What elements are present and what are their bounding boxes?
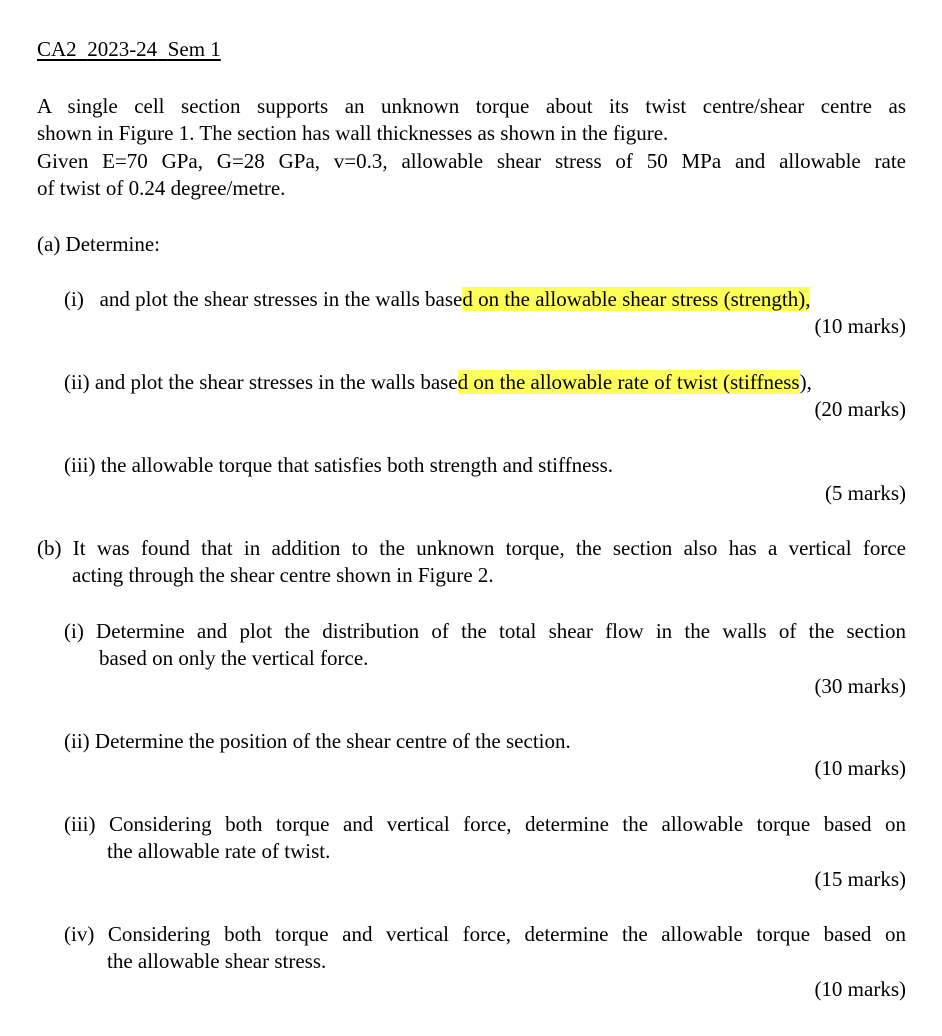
intro-line-3: Given E=70 GPa, G=28 GPa, v=0.3, allowable shear stress of 50 MPa and allowable rate [37, 149, 906, 173]
course-code: CA2 [37, 37, 77, 61]
part-b-item-iv-line-1: (iv) Considering both torque and vertical force, determine the allowable torque based on [64, 922, 906, 946]
part-b-item-iv-marks: (10 marks) [814, 977, 906, 1001]
item-text: the allowable torque that satisfies both strength and stiffness. [100, 453, 614, 477]
part-b-item-ii-marks: (10 marks) [814, 756, 906, 780]
part-a-heading: (a) Determine: [37, 232, 161, 256]
part-b-item-i-marks: (30 marks) [814, 674, 906, 698]
highlighted-text: d on the allowable rate of twist (stiffness [457, 370, 800, 394]
part-b-item-iii-marks: (15 marks) [814, 867, 906, 891]
part-a-item-ii-marks: (20 marks) [814, 397, 906, 421]
academic-year: 2023-24 [87, 37, 158, 61]
item-text: and plot the shear stresses in the walls base [94, 370, 458, 394]
semester: Sem 1 [167, 37, 221, 61]
part-a-item-i [64, 286, 810, 313]
part-b-line-1: (b) It was found that in addition to the unknown torque, the section also has a vertical force [37, 536, 906, 560]
intro-line-2: shown in Figure 1. The section has wall thicknesses as shown in the figure. [37, 121, 669, 145]
item-number: (i) [64, 287, 84, 311]
document-title [37, 36, 221, 63]
part-b-item-iii-line-2: the allowable rate of twist. [107, 839, 331, 863]
part-b-item-iv-line-2: the allowable shear stress. [107, 949, 327, 973]
part-a-item-ii: (ii) and plot the shear stresses in the walls based on the allowable rate of twist (stiffness), [64, 370, 812, 394]
item-number: (ii) [64, 370, 90, 394]
item-number: (iii) [64, 453, 96, 477]
part-b-item-i-line-1: (i) Determine and plot the distribution of the total shear flow in the walls of the section [64, 619, 906, 643]
highlighted-text: d on the allowable shear stress (strength), [462, 287, 811, 311]
part-b-item-iii-line-1: (iii) Considering both torque and vertical force, determine the allowable torque based on [64, 812, 906, 836]
intro-line-4: of twist of 0.24 degree/metre. [37, 176, 286, 200]
part-a-item-iii-marks: (5 marks) [824, 481, 906, 505]
part-b-item-i-line-2: based on only the vertical force. [99, 646, 369, 670]
part-a-item-i-marks: (10 marks) [814, 314, 906, 338]
intro-line-1: A single cell section supports an unknown torque about its twist centre/shear centre as [37, 94, 906, 118]
part-b-line-2: acting through the shear centre shown in Figure 2. [72, 563, 494, 587]
item-text: and plot the shear stresses in the walls base [99, 287, 463, 311]
part-a-item-iii [64, 452, 613, 479]
part-b-item-ii-line-1: (ii) Determine the position of the shear centre of the section. [64, 729, 571, 753]
